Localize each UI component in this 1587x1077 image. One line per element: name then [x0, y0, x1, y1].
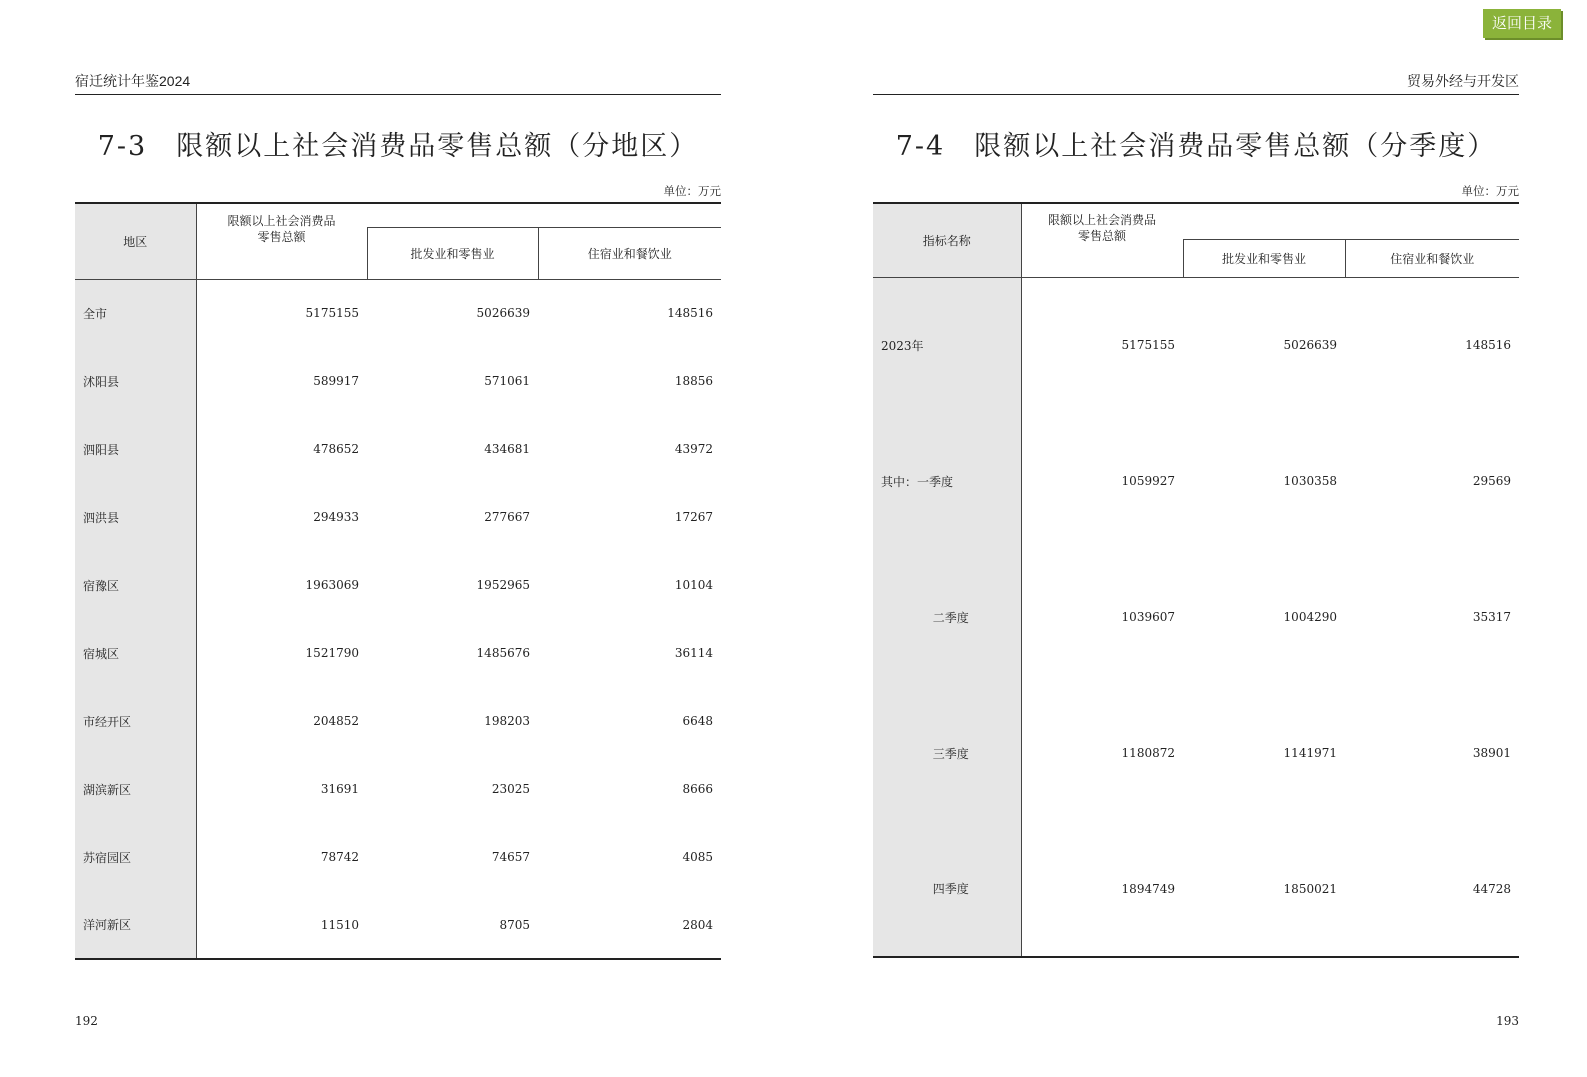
cell-total: 589917: [313, 374, 359, 388]
cell-hotel: 10104: [674, 578, 713, 592]
table-title: 7-3 限额以上社会消费品零售总额（分地区）: [97, 131, 699, 162]
table-row: [75, 687, 721, 755]
row-label: 泗阳县: [75, 415, 196, 483]
table-row: [873, 821, 1519, 957]
table-row: [873, 277, 1519, 413]
cell-wholesale: 1141971: [1283, 746, 1337, 760]
cell-total: 1963069: [305, 578, 359, 592]
page-number: 193: [1496, 1014, 1519, 1028]
table-row: [75, 619, 721, 687]
cell-hotel: 148516: [667, 306, 713, 321]
header-spacer: [1183, 203, 1519, 239]
cell-wholesale: 1004290: [1283, 610, 1337, 624]
table-row: [75, 279, 721, 347]
row-label: 全市: [75, 279, 196, 347]
cell-total: 78742: [320, 850, 359, 864]
header-wholesale: 批发业和零售业: [367, 227, 538, 279]
cell-total: 11510: [320, 917, 359, 932]
header-wholesale: 批发业和零售业: [1183, 239, 1345, 277]
cell-hotel: 17267: [674, 510, 713, 524]
cell-wholesale: 8705: [499, 917, 530, 932]
running-head-text: 贸易外经与开发区: [1407, 73, 1519, 89]
row-label: 2023年: [873, 277, 1021, 413]
left-page: [75, 0, 721, 1077]
table-row: [75, 483, 721, 551]
cell-total: 1059927: [1121, 474, 1175, 488]
cell-total: 478652: [313, 442, 359, 456]
header-indicator: 指标名称: [873, 203, 1021, 277]
table-row: [873, 413, 1519, 549]
cell-hotel: 8666: [682, 782, 713, 796]
unit-label: 单位：万元: [663, 184, 721, 198]
cell-total: 5175155: [1121, 338, 1175, 353]
row-label: 市经开区: [75, 687, 196, 755]
cell-wholesale: 23025: [491, 782, 530, 796]
cell-wholesale: 1485676: [476, 646, 530, 660]
cell-wholesale: 434681: [484, 442, 530, 456]
row-label: 二季度: [873, 549, 1021, 685]
cell-hotel: 2804: [682, 917, 713, 932]
cell-wholesale: 5026639: [476, 306, 530, 321]
header-total: 限额以上社会消费品 零售总额: [196, 203, 367, 279]
cell-wholesale: 277667: [484, 510, 530, 524]
cell-wholesale: 5026639: [1283, 338, 1337, 353]
row-label: 四季度: [873, 821, 1021, 957]
running-head: [75, 74, 721, 95]
table-row: [75, 347, 721, 415]
cell-total: 1039607: [1121, 610, 1175, 624]
cell-hotel: 29569: [1472, 474, 1511, 488]
row-label: 其中：一季度: [873, 413, 1021, 549]
header-region: 地区: [75, 203, 196, 279]
running-head-text: 宿迁统计年鉴2024: [75, 73, 191, 89]
cell-wholesale: 74657: [491, 850, 530, 864]
cell-hotel: 36114: [674, 646, 713, 660]
cell-total: 1180872: [1121, 746, 1175, 760]
table-row: [873, 549, 1519, 685]
cell-total: 204852: [313, 714, 359, 728]
table-row: [75, 415, 721, 483]
right-page: [873, 0, 1519, 1077]
cell-total: 294933: [313, 510, 359, 524]
cell-total: 31691: [320, 782, 359, 796]
row-label: 湖滨新区: [75, 755, 196, 823]
cell-hotel: 6648: [682, 714, 713, 728]
region-table: [75, 202, 721, 960]
table-row: [873, 685, 1519, 821]
cell-wholesale: 1850021: [1283, 881, 1337, 896]
cell-hotel: 148516: [1465, 338, 1511, 353]
row-label: 三季度: [873, 685, 1021, 821]
cell-hotel: 38901: [1472, 746, 1511, 760]
header-hotel: 住宿业和餐饮业: [538, 227, 721, 279]
back-to-contents-button[interactable]: 返回目录: [1483, 9, 1561, 38]
cell-total: 1894749: [1121, 881, 1175, 896]
cell-hotel: 4085: [682, 850, 713, 864]
table-row: [75, 551, 721, 619]
row-label: 苏宿园区: [75, 823, 196, 891]
cell-hotel: 44728: [1472, 881, 1511, 896]
cell-total: 1521790: [305, 646, 359, 660]
cell-wholesale: 1030358: [1283, 474, 1337, 488]
table-row: [75, 823, 721, 891]
unit-label: 单位：万元: [1461, 184, 1519, 198]
row-label: 宿豫区: [75, 551, 196, 619]
row-label: 沭阳县: [75, 347, 196, 415]
header-total: 限额以上社会消费品 零售总额: [1021, 203, 1183, 277]
cell-wholesale: 198203: [484, 714, 530, 728]
row-label: 泗洪县: [75, 483, 196, 551]
cell-hotel: 43972: [674, 442, 713, 456]
cell-wholesale: 571061: [484, 374, 530, 388]
table-row: [75, 891, 721, 959]
page-number: 192: [75, 1014, 98, 1028]
cell-total: 5175155: [305, 306, 359, 321]
header-spacer: [367, 203, 721, 227]
header-hotel: 住宿业和餐饮业: [1345, 239, 1519, 277]
running-head: [873, 74, 1519, 95]
table-title: 7-4 限额以上社会消费品零售总额（分季度）: [895, 131, 1497, 162]
cell-hotel: 35317: [1472, 610, 1511, 624]
row-label: 宿城区: [75, 619, 196, 687]
row-label: 洋河新区: [75, 891, 196, 959]
cell-hotel: 18856: [674, 374, 713, 388]
table-row: [75, 755, 721, 823]
cell-wholesale: 1952965: [476, 578, 530, 592]
quarter-table: [873, 202, 1519, 958]
